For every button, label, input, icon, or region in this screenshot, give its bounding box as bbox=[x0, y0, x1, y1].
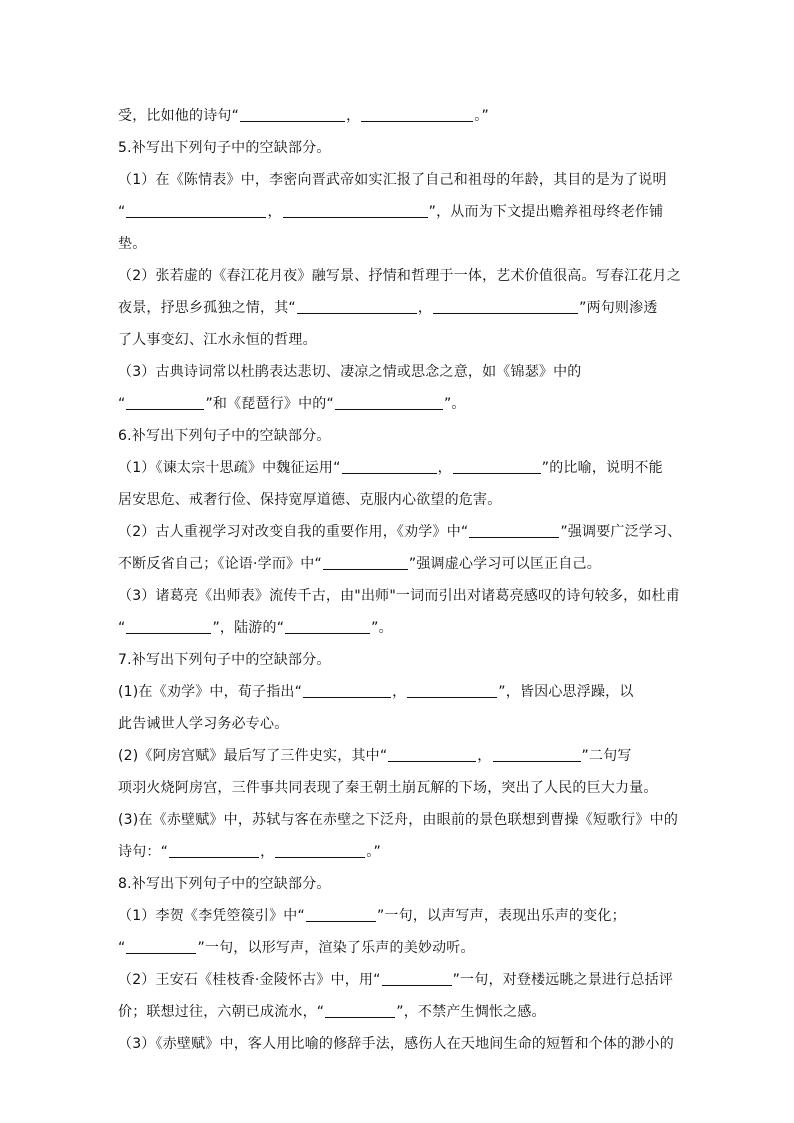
answer-blank[interactable] bbox=[469, 519, 559, 538]
text-segment: 了人事变幻、江水永恒的哲理。 bbox=[118, 332, 317, 348]
answer-blank[interactable] bbox=[240, 103, 345, 122]
text-line bbox=[118, 356, 678, 388]
text-line bbox=[118, 100, 678, 132]
text-segment: 夜景，抒思乡孤独之情，其“ bbox=[118, 300, 296, 316]
answer-blank[interactable] bbox=[325, 999, 395, 1018]
answer-blank[interactable] bbox=[297, 295, 417, 314]
answer-blank[interactable] bbox=[433, 295, 578, 314]
text-segment: 诗句：“ bbox=[118, 844, 169, 860]
text-segment: （2）古人重视学习对改变自我的重要作用，《劝学》中“ bbox=[118, 524, 469, 540]
text-segment: (2)《阿房宫赋》最后写了三件史实，其中“ bbox=[118, 748, 388, 764]
text-line bbox=[118, 676, 678, 708]
text-segment: ”，不禁产生惆怅之感。 bbox=[396, 1004, 546, 1020]
text-segment: 不断反省自己；《论语·学而》中“ bbox=[118, 556, 322, 572]
answer-blank[interactable] bbox=[382, 967, 452, 986]
text-line bbox=[118, 228, 678, 260]
text-segment: ， bbox=[346, 108, 361, 124]
text-segment: ， bbox=[260, 844, 275, 860]
text-segment: ”。 bbox=[443, 396, 466, 412]
worksheet-content bbox=[118, 100, 682, 1060]
answer-blank[interactable] bbox=[283, 199, 428, 218]
text-line bbox=[118, 260, 681, 292]
text-segment: “ bbox=[118, 620, 126, 636]
question-heading-5 bbox=[118, 132, 678, 164]
text-segment: ”的比喻，说明不能 bbox=[541, 460, 663, 476]
question-heading-8 bbox=[118, 868, 678, 900]
text-line bbox=[118, 612, 678, 644]
answer-blank[interactable] bbox=[306, 903, 376, 922]
question-heading-6 bbox=[118, 420, 678, 452]
text-segment: （3）诸葛亮《出师表》流传千古，由"出师"一词而引出对诸葛亮感叹的诗句较多，如杜甫 bbox=[118, 588, 680, 604]
text-segment: （1）《谏太宗十思疏》中魏征运用“ bbox=[118, 460, 341, 476]
text-line bbox=[118, 900, 678, 932]
text-line bbox=[118, 548, 678, 580]
text-segment: ， bbox=[267, 204, 282, 220]
answer-blank[interactable] bbox=[407, 679, 497, 698]
text-line bbox=[118, 964, 678, 996]
text-line bbox=[118, 708, 678, 740]
text-segment: （1）在《陈情表》中，李密向晋武帝如实汇报了自己和祖母的年龄，其目的是为了说明 bbox=[118, 172, 667, 188]
answer-blank[interactable] bbox=[453, 455, 541, 474]
answer-blank[interactable] bbox=[323, 551, 408, 570]
text-segment: ”强调虚心学习可以匡正自己。 bbox=[408, 556, 601, 572]
answer-blank[interactable] bbox=[335, 391, 443, 410]
text-segment: 此告诫世人学习务必专心。 bbox=[118, 716, 289, 732]
question-heading-7 bbox=[118, 644, 678, 676]
text-segment: ”两句则渗透 bbox=[579, 300, 658, 316]
text-segment: (1)在《劝学》中，荀子指出“ bbox=[118, 684, 303, 700]
text-line bbox=[118, 740, 678, 772]
text-segment: ， bbox=[417, 300, 433, 316]
answer-blank[interactable] bbox=[126, 935, 196, 954]
answer-blank[interactable] bbox=[275, 839, 365, 858]
text-line bbox=[118, 836, 678, 868]
text-segment: 受，比如他的诗句“ bbox=[118, 108, 240, 124]
text-segment: ”强调要广泛学习、 bbox=[560, 524, 682, 540]
text-line bbox=[118, 196, 678, 228]
text-line bbox=[118, 452, 678, 484]
text-line bbox=[118, 772, 678, 804]
answer-blank[interactable] bbox=[303, 679, 391, 698]
answer-blank[interactable] bbox=[169, 839, 259, 858]
text-segment: （3）古典诗词常以杜鹃表达悲切、凄凉之情或思念之意，如《锦瑟》中的 bbox=[118, 364, 582, 380]
text-segment: ”一句，以形写声，渲染了乐声的美妙动听。 bbox=[197, 940, 475, 956]
text-segment: ”一句，以声写声，表现出乐声的变化； bbox=[376, 908, 626, 924]
answer-blank[interactable] bbox=[493, 743, 581, 762]
answer-blank[interactable] bbox=[361, 103, 473, 122]
text-segment: ”一句，对登楼远眺之景进行总括评 bbox=[452, 972, 674, 988]
text-segment: 价；联想过往，六朝已成流水，“ bbox=[118, 1004, 325, 1020]
text-segment: ， bbox=[477, 748, 492, 764]
text-segment: （2）王安石《桂枝香·金陵怀古》中，用“ bbox=[118, 972, 381, 988]
answer-blank[interactable] bbox=[388, 743, 476, 762]
question-title: 8.补写出下列句子中的空缺部分。 bbox=[118, 876, 331, 892]
question-title: 7.补写出下列句子中的空缺部分。 bbox=[118, 652, 331, 668]
text-line bbox=[118, 388, 678, 420]
text-segment: 。” bbox=[366, 844, 381, 860]
answer-blank[interactable] bbox=[285, 615, 370, 634]
text-line bbox=[118, 324, 678, 356]
text-line bbox=[118, 164, 678, 196]
text-segment: ”和《琵琶行》中的“ bbox=[205, 396, 334, 412]
text-line bbox=[118, 996, 678, 1028]
text-line bbox=[118, 292, 678, 324]
text-segment: 垫。 bbox=[118, 236, 147, 252]
question-title: 6.补写出下列句子中的空缺部分。 bbox=[118, 428, 331, 444]
text-segment: “ bbox=[118, 396, 126, 412]
answer-blank[interactable] bbox=[126, 199, 266, 218]
text-segment: （2）张若虚的《春江花月夜》融写景、抒情和哲理于一体，艺术价值很高。写春江花月之 bbox=[118, 268, 681, 284]
text-segment: （3）《赤壁赋》中，客人用比喻的修辞手法，感伤人在天地间生命的短暂和个体的渺小的 bbox=[118, 1036, 674, 1052]
text-segment: ”。 bbox=[371, 620, 393, 636]
text-segment: 居安思危、戒奢行俭、保持宽厚道德、克服内心欲望的危害。 bbox=[118, 492, 502, 508]
text-line bbox=[118, 516, 682, 548]
text-segment: (3)在《赤壁赋》中，苏轼与客在赤壁之下泛舟，由眼前的景色联想到曹操《短歌行》中的 bbox=[118, 812, 679, 828]
text-segment: 项羽火烧阿房宫，三件事共同表现了秦王朝土崩瓦解的下场，突出了人民的巨大力量。 bbox=[118, 780, 658, 796]
text-segment: ， bbox=[392, 684, 407, 700]
answer-blank[interactable] bbox=[342, 455, 437, 474]
answer-blank[interactable] bbox=[126, 391, 204, 410]
text-segment: ”，陆游的“ bbox=[212, 620, 285, 636]
text-segment: 。” bbox=[474, 108, 489, 124]
text-line bbox=[118, 932, 678, 964]
text-segment: ， bbox=[437, 460, 452, 476]
text-segment: “ bbox=[118, 204, 126, 220]
text-line bbox=[118, 804, 678, 836]
answer-blank[interactable] bbox=[126, 615, 211, 634]
text-segment: ”二句写 bbox=[581, 748, 632, 764]
text-line bbox=[118, 1028, 678, 1060]
text-segment: （1）李贺《李凭箜篌引》中“ bbox=[118, 908, 305, 924]
text-segment: ”，皆因心思浮躁，以 bbox=[498, 684, 634, 700]
text-line bbox=[118, 484, 678, 516]
text-line bbox=[118, 580, 678, 612]
question-title: 5.补写出下列句子中的空缺部分。 bbox=[118, 140, 331, 156]
text-segment: “ bbox=[118, 940, 126, 956]
text-segment: ”，从而为下文提出赡养祖母终老作铺 bbox=[428, 204, 664, 220]
